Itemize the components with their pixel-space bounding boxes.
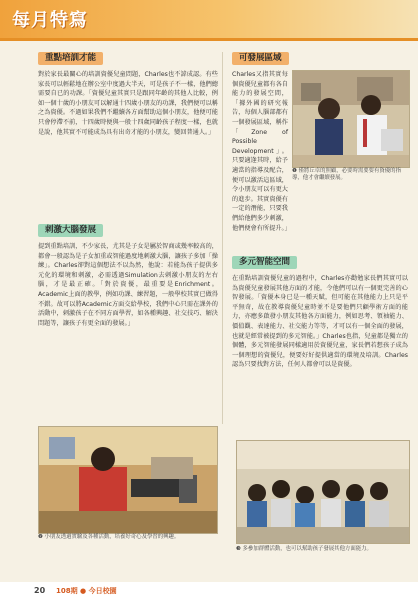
column-divider bbox=[222, 52, 223, 424]
section-body-zone-bottom bbox=[232, 186, 408, 254]
photo-top-right bbox=[292, 70, 410, 168]
section-tag-multiple-intelligence: 多元智能空間 bbox=[232, 256, 297, 269]
header-rule bbox=[0, 38, 418, 41]
caption-bottom-right: ❸ 多參加群體活動，也可以幫助孩子發展其他方面能力。 bbox=[236, 546, 372, 552]
section-tag-zone: 可發展區域 bbox=[232, 52, 289, 65]
section-tag-training: 重點培訓才能 bbox=[38, 52, 103, 65]
section-tag-brain: 刺激大腦發展 bbox=[38, 224, 103, 237]
page-title: 每月特寫 bbox=[12, 10, 88, 31]
photo-top-right-image bbox=[293, 71, 409, 167]
caption-top-right: ❶ 僅將丘卓的照顧，必要時需要要有資優的指導，他才會繼續發展。 bbox=[292, 168, 401, 181]
photo-bottom-right bbox=[236, 440, 410, 544]
photo-bottom-right-image bbox=[237, 441, 409, 543]
photo-bottom-left-image bbox=[39, 427, 217, 533]
section-body-training: 對於家長最關心的培訓資優兒童問題，Charles也不諱成認。有些家長可以輕鬆地在辦公室中度過大半天，可是孩子不一樣，他們總需要自已的功課。「資優兒童其實只是跟同年齡的其他人比較，例如一個十歲的小朋友可以解通十四歲小朋友的功課，我們便可以稱之為資優。不過如果我們不繼續各方面幫助這個小朋友，他便可能只會停滯不前，十四歲時便與一般十四歲同齡孩子程度一樣，也就是說，他其實不可能成為具有出奇才能的小朋友，變回普通人。」 bbox=[38, 71, 218, 136]
section-body-zone-top: Charles又指其實每個資優兒童都有各自能力的發展空間，「據外國的研究報告，每個人腦部都有一個發展區域，稱作「Zone of Possible Development」。只要適逢其時，給予適當的指導及配合，便可以激活這區域，令小朋友可以有更大的進步。其實資優有一定的潛能，只要我們給他們多少刺激，他們便會有所提升。」 bbox=[232, 71, 291, 232]
caption-bottom-left: ❷ 小朋友透過實驗及各種活動，培養好奇心及學習的興趣。 bbox=[38, 534, 180, 540]
footer-brand: 108期 ● 今日校園 bbox=[56, 587, 117, 595]
footer bbox=[0, 582, 418, 600]
section-body-brain: 提到重點培訓，不少家長，尤其是子女是屬於智商或幾率較高的，都會一般認為是子女加重或智能過度地刺激大腦，讓孩子多加「操練」。Charles卻對這個想法不以為然，他說：若能為孩子提供多元化的環境和刺激，必需透過Simulation去刺激小朋友的左右腦，才是最正確。「對於資優，最重要是Enrichment。Academic上面的教學，例如功課、練習題，一般學校其實已做得不錯。故可以將Academic方面交給學校，我們中心只需在課外的活動中，刺激孩子在不同方面學習，如各種興趣、社交技巧、解決問題等，讓孩子有更全面的發展。」 bbox=[38, 243, 218, 327]
section-body-multiple-intelligence: 在重點培訓資優兒童的過程中，Charles亦勸勉家長們其實可以為資優兒童發展其他方面的才能，令他們可以有一個更完善的心智發展。「資優本身已是一種天賦，但可能在其他能力上只是平平無奇，故在教導資優兒童時並不是要他們只顧學術方面的能力，亦應多啟發小朋友其他各方面能力，例如思考、領袖能力、價值觀、表達能力、社交能力等等，才可以有一個全面的發展，也就是經常被提到的多元智能。」Charles也指，兒童都是獨立的個體，多元智能發展同樣適用於資優兒童，家長們若想孩子成為一個理想的資優兒，便要好好提供適當的環境及培訓。Charles認為只要找對方法，任何人都會可以是資優。 bbox=[232, 275, 408, 369]
page-number: 20 bbox=[34, 586, 46, 595]
photo-bottom-left bbox=[38, 426, 218, 534]
